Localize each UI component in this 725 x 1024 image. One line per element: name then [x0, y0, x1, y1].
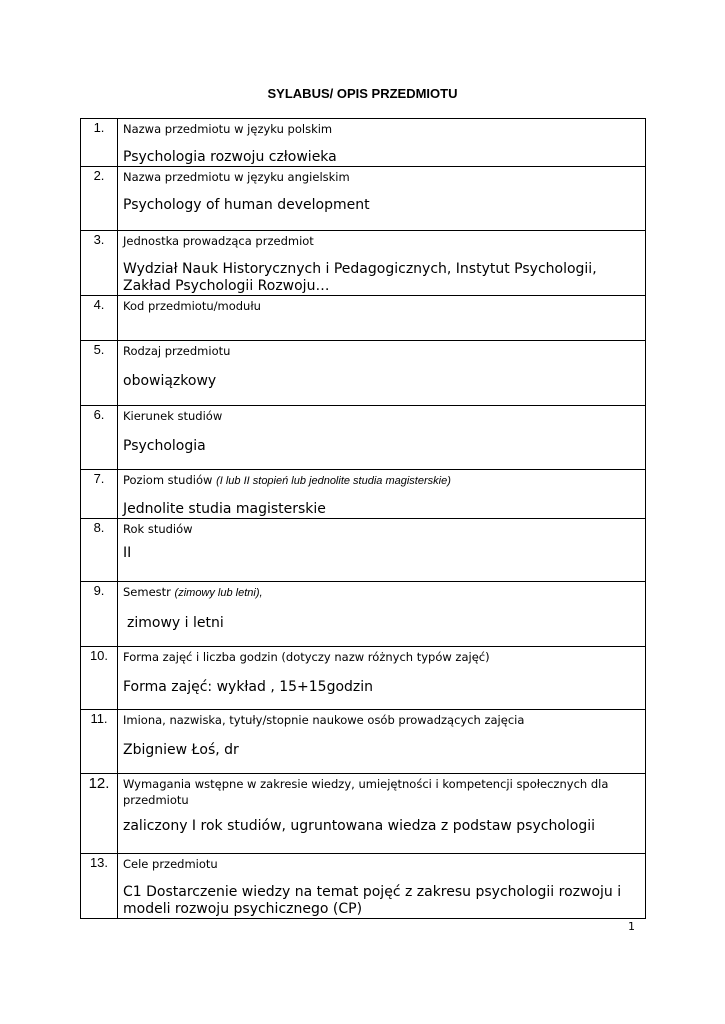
row-label-text: Semestr [123, 585, 171, 599]
row-content [118, 167, 646, 231]
row-content [118, 647, 646, 710]
row-value: Forma zajęć: wykład , 15+15godzin [123, 679, 374, 695]
syllabus-table [80, 118, 646, 919]
row-value: Zbigniew Łoś, dr [123, 742, 239, 758]
row-number: 1. [81, 119, 118, 167]
row-label: Nazwa przedmiotu w języku polskim [123, 122, 333, 136]
table-row [81, 647, 646, 710]
row-number: 5. [81, 341, 118, 406]
row-content [118, 582, 646, 647]
table-row [81, 854, 646, 919]
row-number: 4. [81, 296, 118, 341]
table-row [81, 341, 646, 406]
row-content [118, 710, 646, 774]
table-row [81, 231, 646, 296]
row-value: zaliczony I rok studiów, ugruntowana wiedza z podstaw psychologii [123, 818, 596, 834]
row-content [118, 774, 646, 854]
row-value: II [123, 545, 132, 561]
row-label: Imiona, nazwiska, tytuły/stopnie naukowe osób prowadzących zajęcia [123, 713, 525, 727]
row-number: 10. [81, 647, 118, 710]
row-content [118, 231, 646, 296]
row-label-text: Poziom studiów [123, 473, 213, 487]
row-value: Jednolite studia magisterskie [123, 501, 326, 517]
row-label-note: (zimowy lub letni), [174, 587, 263, 599]
table-row [81, 582, 646, 647]
row-value: zimowy i letni [127, 615, 224, 631]
row-label: Kierunek studiów [123, 409, 223, 423]
row-label: Nazwa przedmiotu w języku angielskim [123, 170, 350, 184]
row-value: C1 Dostarczenie wiedzy na temat pojęć z zakresu psychologii rozwoju i modeli rozwoju psychicznego (CP) [123, 884, 622, 917]
row-number: 7. [81, 470, 118, 519]
row-number: 12. [81, 774, 118, 854]
row-number: 3. [81, 231, 118, 296]
row-number: 8. [81, 519, 118, 582]
table-row [81, 470, 646, 519]
table-row [81, 519, 646, 582]
row-content [118, 296, 646, 341]
table-row [81, 774, 646, 854]
row-value: Psychologia rozwoju człowieka [123, 149, 337, 165]
row-number: 9. [81, 582, 118, 647]
row-content [118, 119, 646, 167]
row-value: obowiązkowy [123, 373, 217, 389]
row-number: 11. [81, 710, 118, 774]
row-label: Kod przedmiotu/modułu [123, 299, 261, 313]
page-number: 1 [628, 920, 635, 933]
row-label: Jednostka prowadząca przedmiot [123, 234, 314, 248]
row-label: Cele przedmiotu [123, 857, 218, 871]
row-value: Psychologia [123, 438, 206, 454]
row-content [118, 341, 646, 406]
row-label [123, 472, 641, 489]
row-content [118, 470, 646, 519]
row-content [118, 854, 646, 919]
row-label: Wymagania wstępne w zakresie wiedzy, umiejętności i kompetencji społecznych dla przedmiotu [123, 777, 609, 807]
table-row [81, 119, 646, 167]
row-label: Forma zajęć i liczba godzin (dotyczy nazw różnych typów zajęć) [123, 650, 490, 664]
row-value: Psychology of human development [123, 197, 370, 213]
table-row [81, 296, 646, 341]
row-label: Rok studiów [123, 522, 193, 536]
table-row [81, 167, 646, 231]
row-label: Rodzaj przedmiotu [123, 344, 231, 358]
row-number: 13. [81, 854, 118, 919]
table-row [81, 406, 646, 470]
row-content [118, 519, 646, 582]
row-number: 2. [81, 167, 118, 231]
row-content [118, 406, 646, 470]
row-label [123, 584, 641, 601]
row-label-note: (I lub II stopień lub jednolite studia magisterskie) [216, 475, 451, 487]
document-title: SYLABUS/ OPIS PRZEDMIOTU [267, 86, 458, 101]
row-value: Wydział Nauk Historycznych i Pedagogicznych, Instytut Psychologii, Zakład Psychologii Rozwoju… [123, 261, 597, 294]
table-row [81, 710, 646, 774]
row-number: 6. [81, 406, 118, 470]
